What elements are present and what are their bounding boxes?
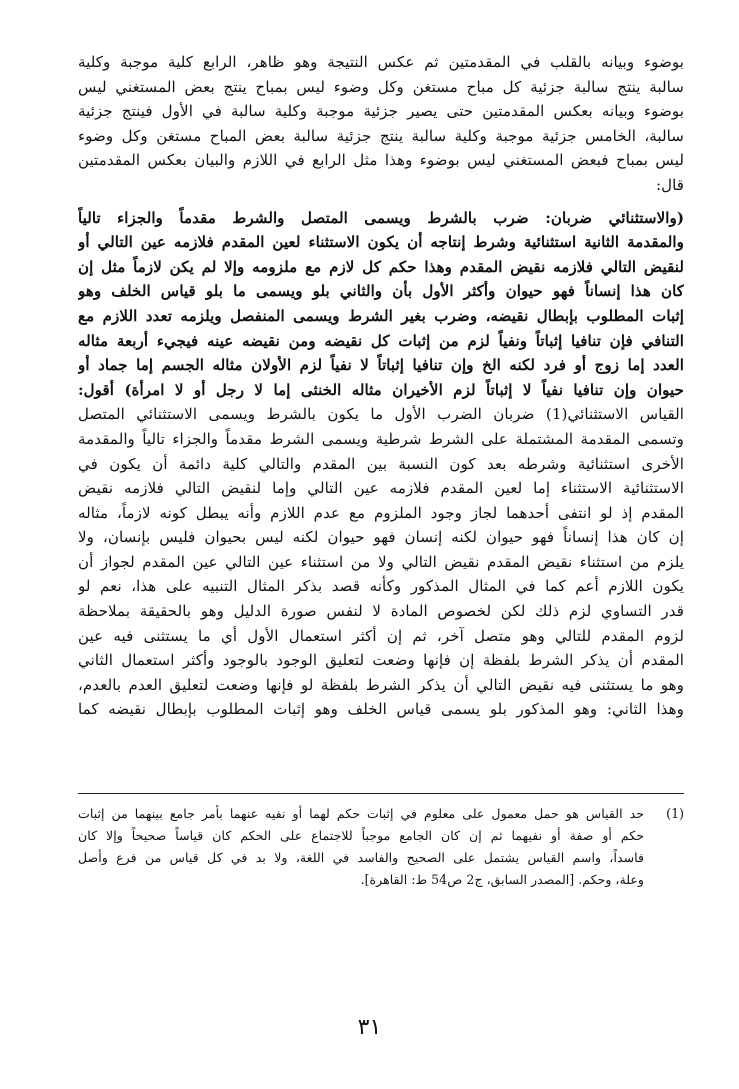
- body-line: المقدم إذ لو انتفى أحدهما لجاز وجود الملزوم مع عدم اللازم وأنه يبطل كونه لازماً، مثاله: [78, 503, 684, 522]
- body-line: إن كان هذا إنساناً فهو حيوان لكنه إنسان فهو حيوان لكنه ليس بحيوان فليس بإنسان، ولا: [78, 528, 684, 547]
- body-line: إثبات المطلوب بإبطال نقيضه، وضرب بغير الشرط ويسمى المنفصل ويلزمه تعدد اللازم مع: [78, 306, 684, 325]
- body-line: والمقدمة الثانية استثنائية وشرط إنتاجه أن يكون الاستثناء لعين المقدم فلازمه عين التالي أو: [78, 233, 684, 252]
- body-line: القياس الاستثنائي(1) ضربان الضرب الأول ما يكون بالشرط ويسمى الاستثنائي المتصل: [78, 405, 684, 424]
- footnote-text: حكم أو صفة أو نفيهما ثم إن كان الجامع موجباً للاجتماع على الحكم كان قياساً صحيحاً وإلا كان: [78, 828, 644, 843]
- page-number: ٣١: [357, 1015, 382, 1040]
- body-line: بوضوء وبيانه بالقلب في المقدمتين ثم عكس النتيجة وهو ظاهر، الرابع كلية موجبة وكلية: [78, 53, 684, 71]
- body-line: المقدم أن يذكر الشرط بلفظة إن فإنها وضعت لتعليق الوجود بالوجود وأكثر استعمال الثاني: [78, 651, 684, 670]
- body-line: وهذا الثاني: وهو المذكور بلو يسمى قياس الخلف وهو إثبات المطلوب بإبطال نقيضه كما: [78, 700, 684, 719]
- body-line: سالبة ينتج سالبة جزئية كل مباح مستغن وكل وضوء ليس بمباح ينتج بعض المستغني ليس: [78, 77, 684, 96]
- body-line: حيوان وإن تنافيا نفياً لا إثباتاً لزم الأخيران مثاله الخنثى إما لا رجل أو لا امرأة) أقول:: [78, 380, 684, 399]
- body-line: كان هذا إنساناً فهو حيوان وأكثر الأول بأن والثاني بلو ويسمى ما بلو قياس الخلف وهو: [78, 282, 684, 301]
- footnote-divider: [78, 793, 684, 794]
- footnote-line: [78, 869, 684, 891]
- footnote-text: حد القياس هو حمل معمول على معلوم في إثبات حكم لهما أو نفيه عنهما بأمر جامع بينهما من إثبات: [78, 806, 644, 821]
- body-line: (والاستثنائي ضربان: ضرب بالشرط ويسمى المتصل والشرط مقدماً والجزاء تالياً: [78, 208, 684, 227]
- body-line: قال:: [655, 175, 684, 194]
- footnote-line: [78, 803, 684, 825]
- body-line: لزوم المقدم للتالي وهو متصل آخر، ثم إن أكثر استعمال الأول أي ما يستثنى فيه عين: [78, 626, 684, 645]
- footnote-number: (1): [666, 806, 684, 821]
- body-line: يلزم من استثناء نقيض المقدم نقيض التالي ولا من استثناء عين التالي عين المقدم لجواز أن: [78, 552, 684, 571]
- body-line: التنافي فإن تنافيا إثباتاً ونفياً لزم من إثبات كل نقيضه ومن نقيضه عينه فيجيء أربعة مثاله: [78, 331, 684, 350]
- footnote-text: وعلة، وحكم. [المصدر السابق، ج2 ص54 ط: القاهرة].: [360, 872, 644, 887]
- body-line: وهو ما يستثنى فيه نقيض التالي أن يذكر الشرط بلفظة لو فإنها وضعت لتعليق العدم بالعدم،: [78, 675, 684, 694]
- footnote-line: [78, 847, 684, 869]
- body-line: يكون اللازم أعم كما في المثال المذكور وكأنه قصد بذكر المثال التنبيه على هذا، نعم لو: [78, 577, 684, 596]
- body-line: ليس بمباح فبعض المستغني ليس بوضوء وهذا مثل الرابع في اللازم والبيان بعكس المقدمتين: [78, 151, 684, 170]
- body-line: الأخرى استثنائية وشرطه بعد كون النسبة بين المقدم والتالي كلية دائمة أن يكون في: [78, 454, 684, 473]
- body-line: سالبة، الخامس جزئية موجبة وكلية سالبة ينتج جزئية سالبة بعض المباح مستغن وكل وضوء: [78, 126, 684, 145]
- paragraph-gap: [78, 198, 684, 206]
- body-line: بوضوء وبيانه بعكس المقدمتين حتى يصير جزئية موجبة وكلية سالبة في الأول فينتج جزئية: [78, 102, 684, 121]
- body-line: قدر التساوي لزم ذلك لكن لخصوص المادة لا لنفس صورة الدليل وهو بالحقيقة بملاحظة: [78, 602, 684, 621]
- body-line: العدد إما زوج أو فرد لكنه الخ وإن تنافيا إثباتاً لا نفياً لزم الأولان مثاله الجسم إما جماد أو: [78, 356, 684, 375]
- body-line: لنقيض التالي فلازمه نقيض المقدم وهذا حكم كل لازم مع ملزومه وإلا لم يكن لازماً مثل إن: [78, 257, 684, 276]
- body-line: وتسمى المقدمة المشتملة على الشرط شرطية ويسمى الشرط مقدماً والجزاء تالياً والمقدمة: [78, 429, 684, 448]
- footnote-text: فاسداً، واسم القياس يشتمل على الصحيح والفاسد في اللغة، ولا بد في كل قياس من فرع وأصل: [78, 850, 644, 865]
- footnotes: [78, 803, 684, 891]
- body-line: الاستثنائية الاستثناء إما لعين المقدم فلازمه عين التالي وإما لنقيض التالي فلازمه نقيض: [78, 479, 684, 498]
- body-text: [78, 50, 684, 722]
- footnote-line: [78, 825, 684, 847]
